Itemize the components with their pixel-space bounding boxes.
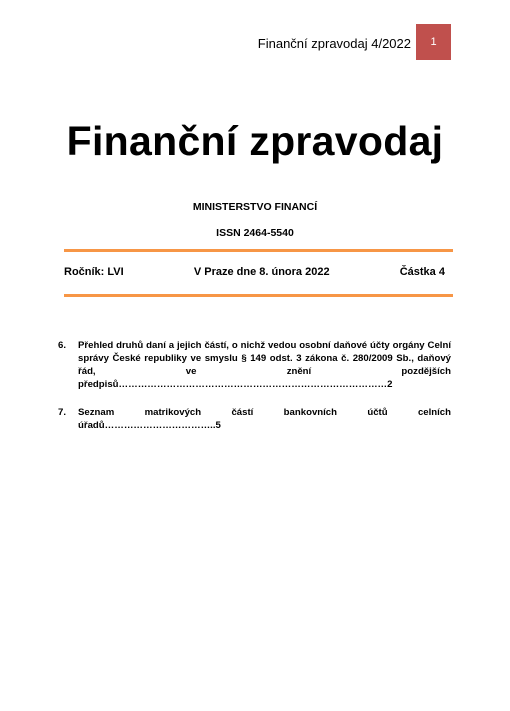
running-header: Finanční zpravodaj 4/2022 (257, 36, 411, 51)
publisher-name: MINISTERSTVO FINANCÍ (192, 201, 318, 213)
issue-info-row (64, 266, 445, 278)
volume-label: Ročník: LVI (64, 266, 124, 278)
divider-bottom (64, 294, 453, 297)
toc-item-number: 7. (58, 407, 67, 418)
page-number-badge: 1 (416, 24, 451, 60)
place-date-label: V Praze dne 8. února 2022 (193, 266, 330, 278)
toc-item[interactable] (58, 339, 451, 391)
toc-item-text: Seznam matrikových částí bankovních účtů celních úřadů……………………………..5 (78, 407, 451, 431)
toc-item[interactable] (58, 406, 451, 432)
divider-top (64, 249, 453, 252)
publication-title: Finanční zpravodaj (66, 118, 444, 164)
issn-number: ISSN 2464-5540 (216, 227, 294, 239)
part-label: Částka 4 (399, 266, 445, 278)
toc-item-text: Přehled druhů daní a jejich částí, o nichž vedou osobní daňové účty orgány Celní správy České republiky ve smyslu § 149 odst. 3 zákona č. 280/2009 Sb., daňový řád, ve znění pozdějších předpisů…………………………………………………………………………2 (78, 340, 451, 390)
table-of-contents (58, 339, 451, 432)
toc-item-number: 6. (58, 340, 67, 351)
